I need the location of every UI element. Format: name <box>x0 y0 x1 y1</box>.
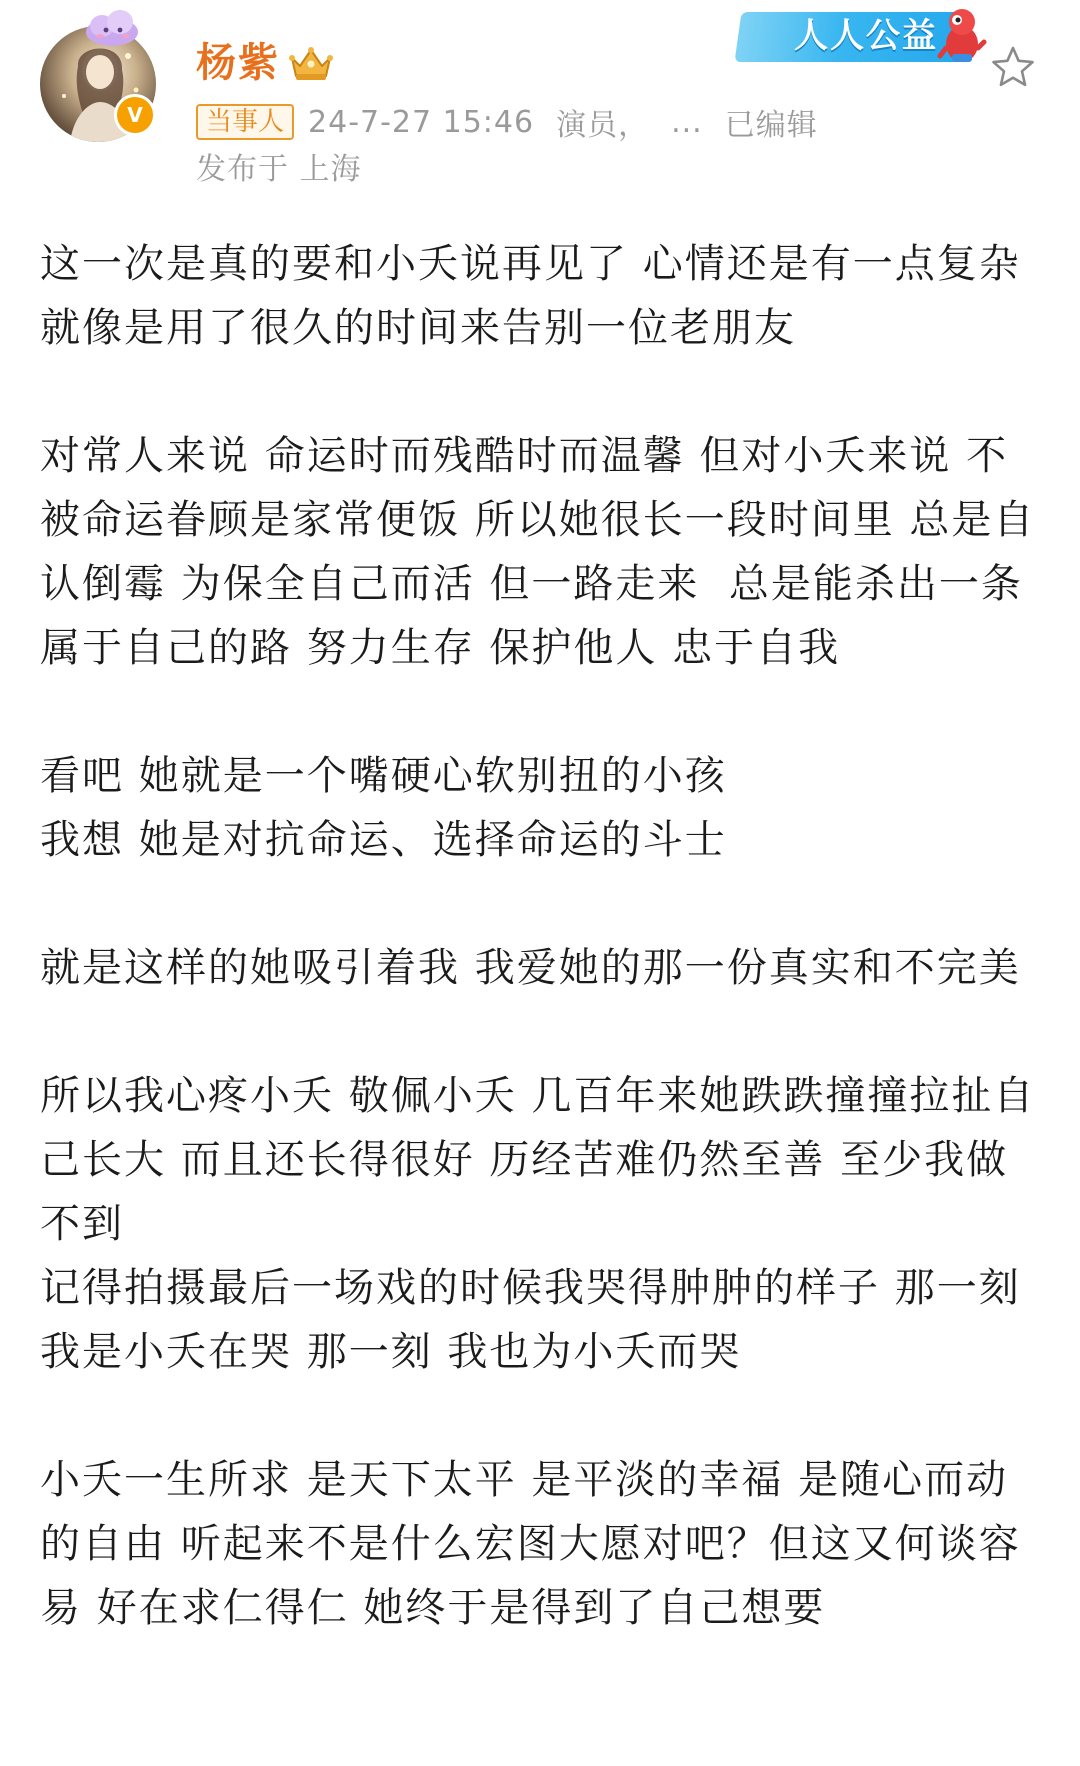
charity-banner[interactable] <box>738 4 988 66</box>
author-name[interactable]: 杨紫 <box>196 40 280 86</box>
post-paragraph: 小夭一生所求 是天下太平 是平淡的幸福 是随心而动的自由 听起来不是什么宏图大愿对吧？但这又何谈容易 好在求仁得仁 她终于是得到了自己想要 <box>40 1457 1021 1631</box>
status-badge: 当事人 <box>196 104 294 140</box>
post-timestamp: 24-7-27 15:46 <box>308 104 535 140</box>
charity-banner-label: 人人公益 <box>794 16 938 56</box>
post-header <box>0 0 1080 200</box>
verified-v-icon: V <box>114 94 156 136</box>
charity-mascot-icon <box>936 4 988 66</box>
post-paragraph: 所以我心疼小夭 敬佩小夭 几百年来她跌跌撞撞拉扯自己长大 而且还长得很好 历经苦难仍然至善 至少我做不到 记得拍摄最后一场戏的时候我哭得肿肿的样子 那一刻 我是小夭在哭 那一刻 我也为小夭而哭 <box>40 1073 1036 1375</box>
crown-icon[interactable] <box>288 46 334 82</box>
post-paragraph: 看吧 她就是一个嘴硬心软别扭的小孩 我想 她是对抗命运、选择命运的斗士 <box>40 753 727 863</box>
post-source: 演员， <box>556 108 650 143</box>
post-source-more[interactable]: ... <box>671 104 703 140</box>
cloud-ornament-icon <box>80 6 144 50</box>
post-location: 发布于 上海 <box>196 152 362 187</box>
edited-label[interactable]: 已编辑 <box>724 108 818 143</box>
watermark-overlay <box>780 1700 1080 1766</box>
post-paragraph: 就是这样的她吸引着我 我爱她的那一份真实和不完美 <box>40 945 1021 991</box>
star-outline-icon[interactable] <box>990 44 1036 90</box>
post-meta <box>196 102 818 142</box>
post-content <box>40 232 1050 1640</box>
post-paragraph: 对常人来说 命运时而残酷时而温馨 但对小夭来说 不被命运眷顾是家常便饭 所以她很长一段时间里 总是自认倒霉 为保全自己而活 但一路走来 总是能杀出一条属于自己的路 努力生存 保护他人 忠于自我 <box>40 433 1036 671</box>
post-paragraph: 这一次是真的要和小夭说再见了 心情还是有一点复杂 就像是用了很久的时间来告别一位老朋友 <box>40 241 1036 351</box>
